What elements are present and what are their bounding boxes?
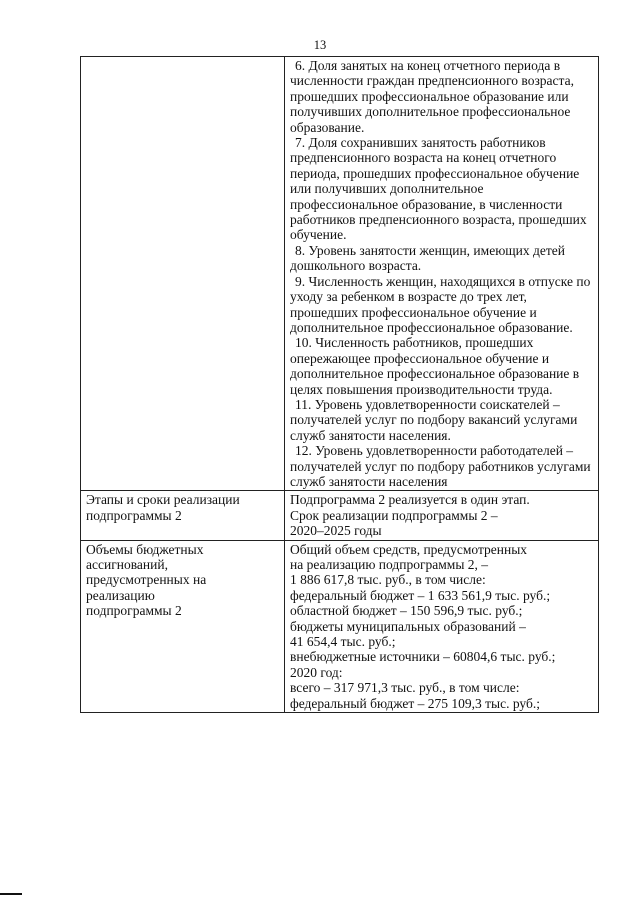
funding-label-cell <box>81 540 285 712</box>
indicator-item-6: 6. Доля занятых на конец отчетного периода в численности граждан предпенсионного возраста, прошедших профессиональное образование или получивших дополнительное профессиональное образование. <box>290 58 574 135</box>
indicator-item-9: 9. Численность женщин, находящихся в отпуске по уходу за ребенком в возрасте до трех лет, прошедших профессиональное обучение и дополнительное профессиональное образование. <box>290 273 591 335</box>
stages-value-line: Срок реализации подпрограммы 2 – <box>290 507 498 523</box>
funding-value-line: 41 654,4 тыс. руб.; <box>290 634 396 650</box>
funding-value-line: на реализацию подпрограммы 2, – <box>290 557 489 572</box>
indicator-item-8: 8. Уровень занятости женщин, имеющих детей дошкольного возраста. <box>290 242 565 274</box>
funding-label-line: подпрограммы 2 <box>86 603 182 619</box>
stages-label-line: подпрограммы 2 <box>86 507 182 523</box>
funding-value-line: Общий объем средств, предусмотренных <box>290 541 528 557</box>
stages-value-cell <box>285 491 599 540</box>
funding-value-line: внебюджетные источники – 60804,6 тыс. руб.; <box>290 649 556 665</box>
funding-value-line: всего – 317 971,3 тыс. руб., в том числе: <box>290 680 520 696</box>
stages-label-line: Этапы и сроки реализации <box>86 492 240 508</box>
funding-value-line: федеральный бюджет – 275 109,3 тыс. руб.; <box>290 695 540 711</box>
funding-value-line: 1 886 617,8 тыс. руб., в том числе: <box>290 572 486 588</box>
funding-value-line: бюджеты муниципальных образований – <box>290 618 526 634</box>
indicator-item-11: 11. Уровень удовлетворенности соискателей – получателей услуг по подбору вакансий услугами служб занятости населения. <box>290 396 578 443</box>
indicator-item-12: 12. Уровень удовлетворенности работодателей – получателей услуг по подбору работников услугами служб занятости населения <box>290 443 591 489</box>
funding-value-cell <box>285 540 599 712</box>
funding-value-line: федеральный бюджет – 1 633 561,9 тыс. руб.; <box>290 587 551 603</box>
funding-value-line: 2020 год: <box>290 664 343 680</box>
funding-label-line: реализацию <box>86 587 155 603</box>
stages-value-line: Подпрограмма 2 реализуется в один этап. <box>290 492 530 508</box>
stages-label-cell <box>81 491 285 540</box>
indicator-item-10: 10. Численность работников, прошедших опережающее профессиональное обучение и дополнительное профессиональное образование в целях повышения производительности труда. <box>290 335 580 397</box>
funding-label-line: Объемы бюджетных <box>86 541 204 557</box>
indicators-label-cell <box>81 57 285 491</box>
table-row-funding <box>81 540 599 712</box>
table-row-stages <box>81 491 599 540</box>
page-edge-mark <box>0 893 22 895</box>
funding-label-line: предусмотренных на <box>86 572 207 588</box>
indicators-cell <box>285 57 599 491</box>
passport-table <box>80 56 599 713</box>
table-row-indicators <box>81 57 599 491</box>
page-number: 13 <box>313 38 327 52</box>
stages-value-line: 2020–2025 годы <box>290 523 382 539</box>
funding-value-line: областной бюджет – 150 596,9 тыс. руб.; <box>290 603 523 619</box>
funding-label-line: ассигнований, <box>86 557 168 572</box>
indicator-item-7: 7. Доля сохранивших занятость работников предпенсионного возраста на конец отчетного периода, прошедших профессиональное обучение или получивших дополнительное профессиональное образование, в численности работников предпенсионного возраста, прошедших обучение. <box>290 135 587 243</box>
